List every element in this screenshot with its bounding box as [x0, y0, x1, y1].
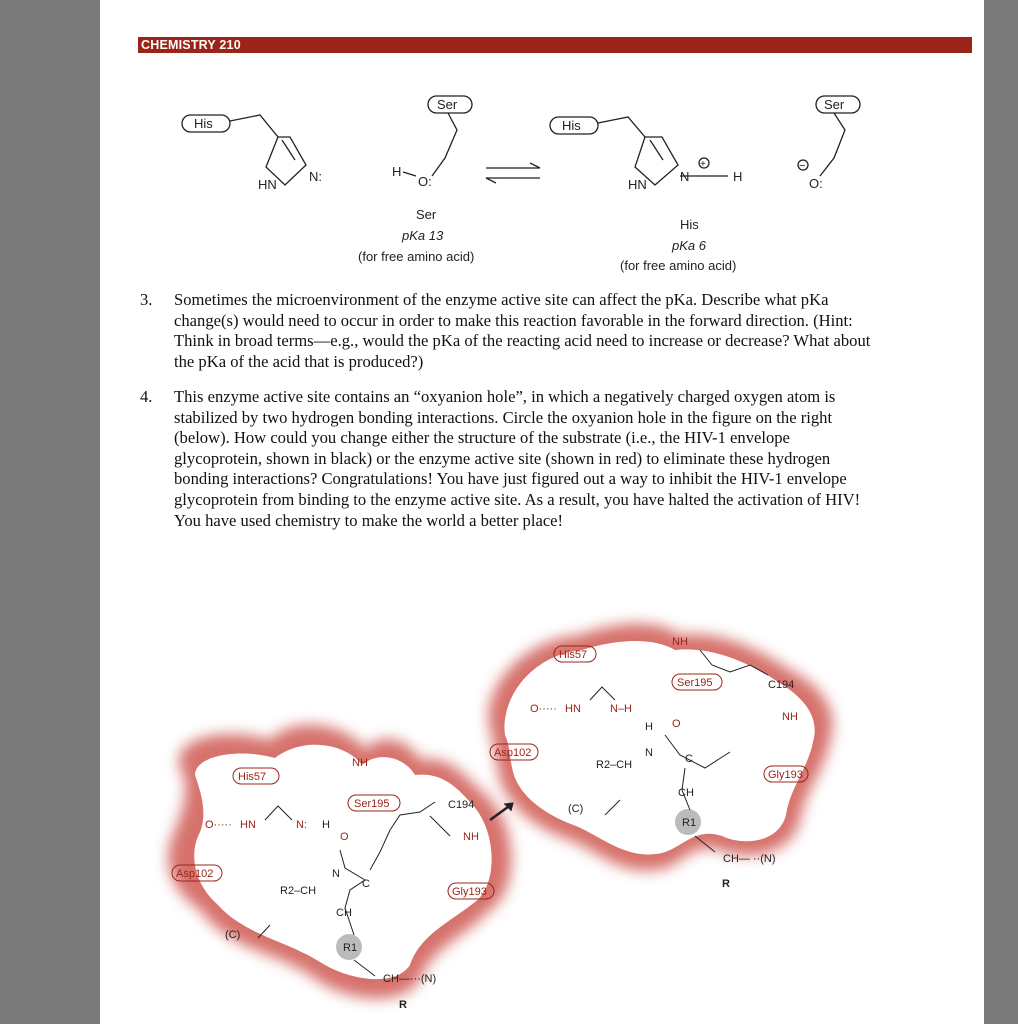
n-right: N: [680, 169, 690, 184]
his-note: (for free amino acid): [620, 258, 737, 273]
left-r: R: [399, 999, 407, 1011]
right-n-atom: N: [645, 747, 653, 759]
left-c: C: [362, 878, 370, 890]
left-hn: HN: [240, 819, 256, 831]
left-o: O: [340, 831, 349, 843]
hn-right: HN: [628, 177, 647, 192]
ser-caption: Ser: [416, 207, 437, 222]
oxyanion-hole-figure: [100, 590, 984, 1024]
right-c: C: [685, 753, 693, 765]
right-ch: CH: [678, 787, 694, 799]
his-caption: His: [680, 217, 699, 232]
left-h: H: [322, 819, 330, 831]
left-n-atom: N: [332, 868, 340, 880]
question-3-number: 3.: [140, 290, 153, 309]
right-r1: R1: [682, 817, 697, 829]
n-left: N:: [309, 169, 322, 184]
his-label-left: His: [194, 116, 213, 131]
left-r1: R1: [343, 942, 358, 954]
right-hn: HN: [565, 703, 581, 715]
h-left: H: [392, 164, 402, 179]
ser-note: (for free amino acid): [358, 249, 475, 264]
right-c194: C194: [768, 679, 795, 691]
question-3-text: Sometimes the microenvironment of the enzyme active site can affect the pKa. Describe what pKa change(s) would need to occur in order to make this reaction favorable in the forward direction. (Hint: Think in broad terms—e.g., would the pKa of the reacting acid need to increase or decrease? What about the pKa of the acid that is produced?): [174, 290, 871, 371]
plus-charge: +: [700, 159, 706, 170]
right-nh-right: NH: [782, 711, 798, 723]
o-right: O:: [809, 176, 823, 191]
document-page: [100, 0, 984, 1024]
left-c194: C194: [448, 799, 475, 811]
right-active-site: [488, 624, 832, 871]
right-n-h: N–H: [610, 703, 633, 715]
minus-charge: −: [799, 160, 806, 172]
left-nh: NH: [352, 757, 368, 769]
right-nh-top: NH: [672, 636, 688, 648]
left-n-term: CH—···(N): [383, 973, 437, 985]
his-label-right: His: [562, 118, 581, 133]
ser-label-right: Ser: [824, 97, 845, 112]
right-ser195: Ser195: [677, 677, 713, 689]
right-n-term: CH— ··(N): [723, 853, 776, 865]
hn-left: HN: [258, 177, 277, 192]
right-o: O: [672, 718, 681, 730]
right-r2ch: R2–CH: [596, 759, 633, 771]
left-his57: His57: [238, 771, 267, 783]
left-nh2: NH: [463, 831, 479, 843]
ser-label-left: Ser: [437, 97, 458, 112]
left-c-term: (C): [225, 929, 241, 941]
left-asp102: Asp102: [176, 868, 214, 880]
right-r: R: [722, 878, 730, 890]
left-ser195: Ser195: [354, 798, 390, 810]
right-asp102: Asp102: [494, 747, 532, 759]
his-pka: pKa 6: [672, 238, 706, 253]
left-gly193: Gly193: [452, 886, 487, 898]
ser-pka: pKa 13: [402, 228, 444, 243]
right-gly193: Gly193: [768, 769, 803, 781]
left-ch: CH: [336, 907, 352, 919]
course-title: CHEMISTRY 210: [141, 38, 241, 52]
right-his57: His57: [559, 649, 588, 661]
right-h: H: [645, 721, 653, 733]
question-4-text: This enzyme active site contains an “oxyanion hole”, in which a negatively charged oxygen atom is stabilized by two hydrogen bonding interactions. Circle the oxyanion hole in the figure on the right (below). How could you change either the structure of the substrate (i.e., the HIV-1 envelope glycoprotein, shown in black) or the enzyme active site (shown in red) to eliminate these hydrogen bonding interactions? Congratulations! You have just figured out a way to inhibit the HIV-1 envelope glycoprotein from binding to the enzyme active site. As a result, you have halted the activation of HIV! You have used chemistry to make the world a better place!: [174, 387, 861, 530]
left-r2ch: R2–CH: [280, 885, 317, 897]
right-c-term: (C): [568, 803, 584, 815]
left-n: N:: [296, 819, 307, 831]
left-active-site: [168, 725, 511, 999]
right-o-dots: O·····: [530, 703, 557, 715]
question-4-number: 4.: [140, 387, 153, 406]
left-o-dots: O·····: [205, 819, 232, 831]
h-right: H: [733, 169, 743, 184]
o-left: O:: [418, 174, 432, 189]
reaction-scheme: [100, 0, 984, 290]
